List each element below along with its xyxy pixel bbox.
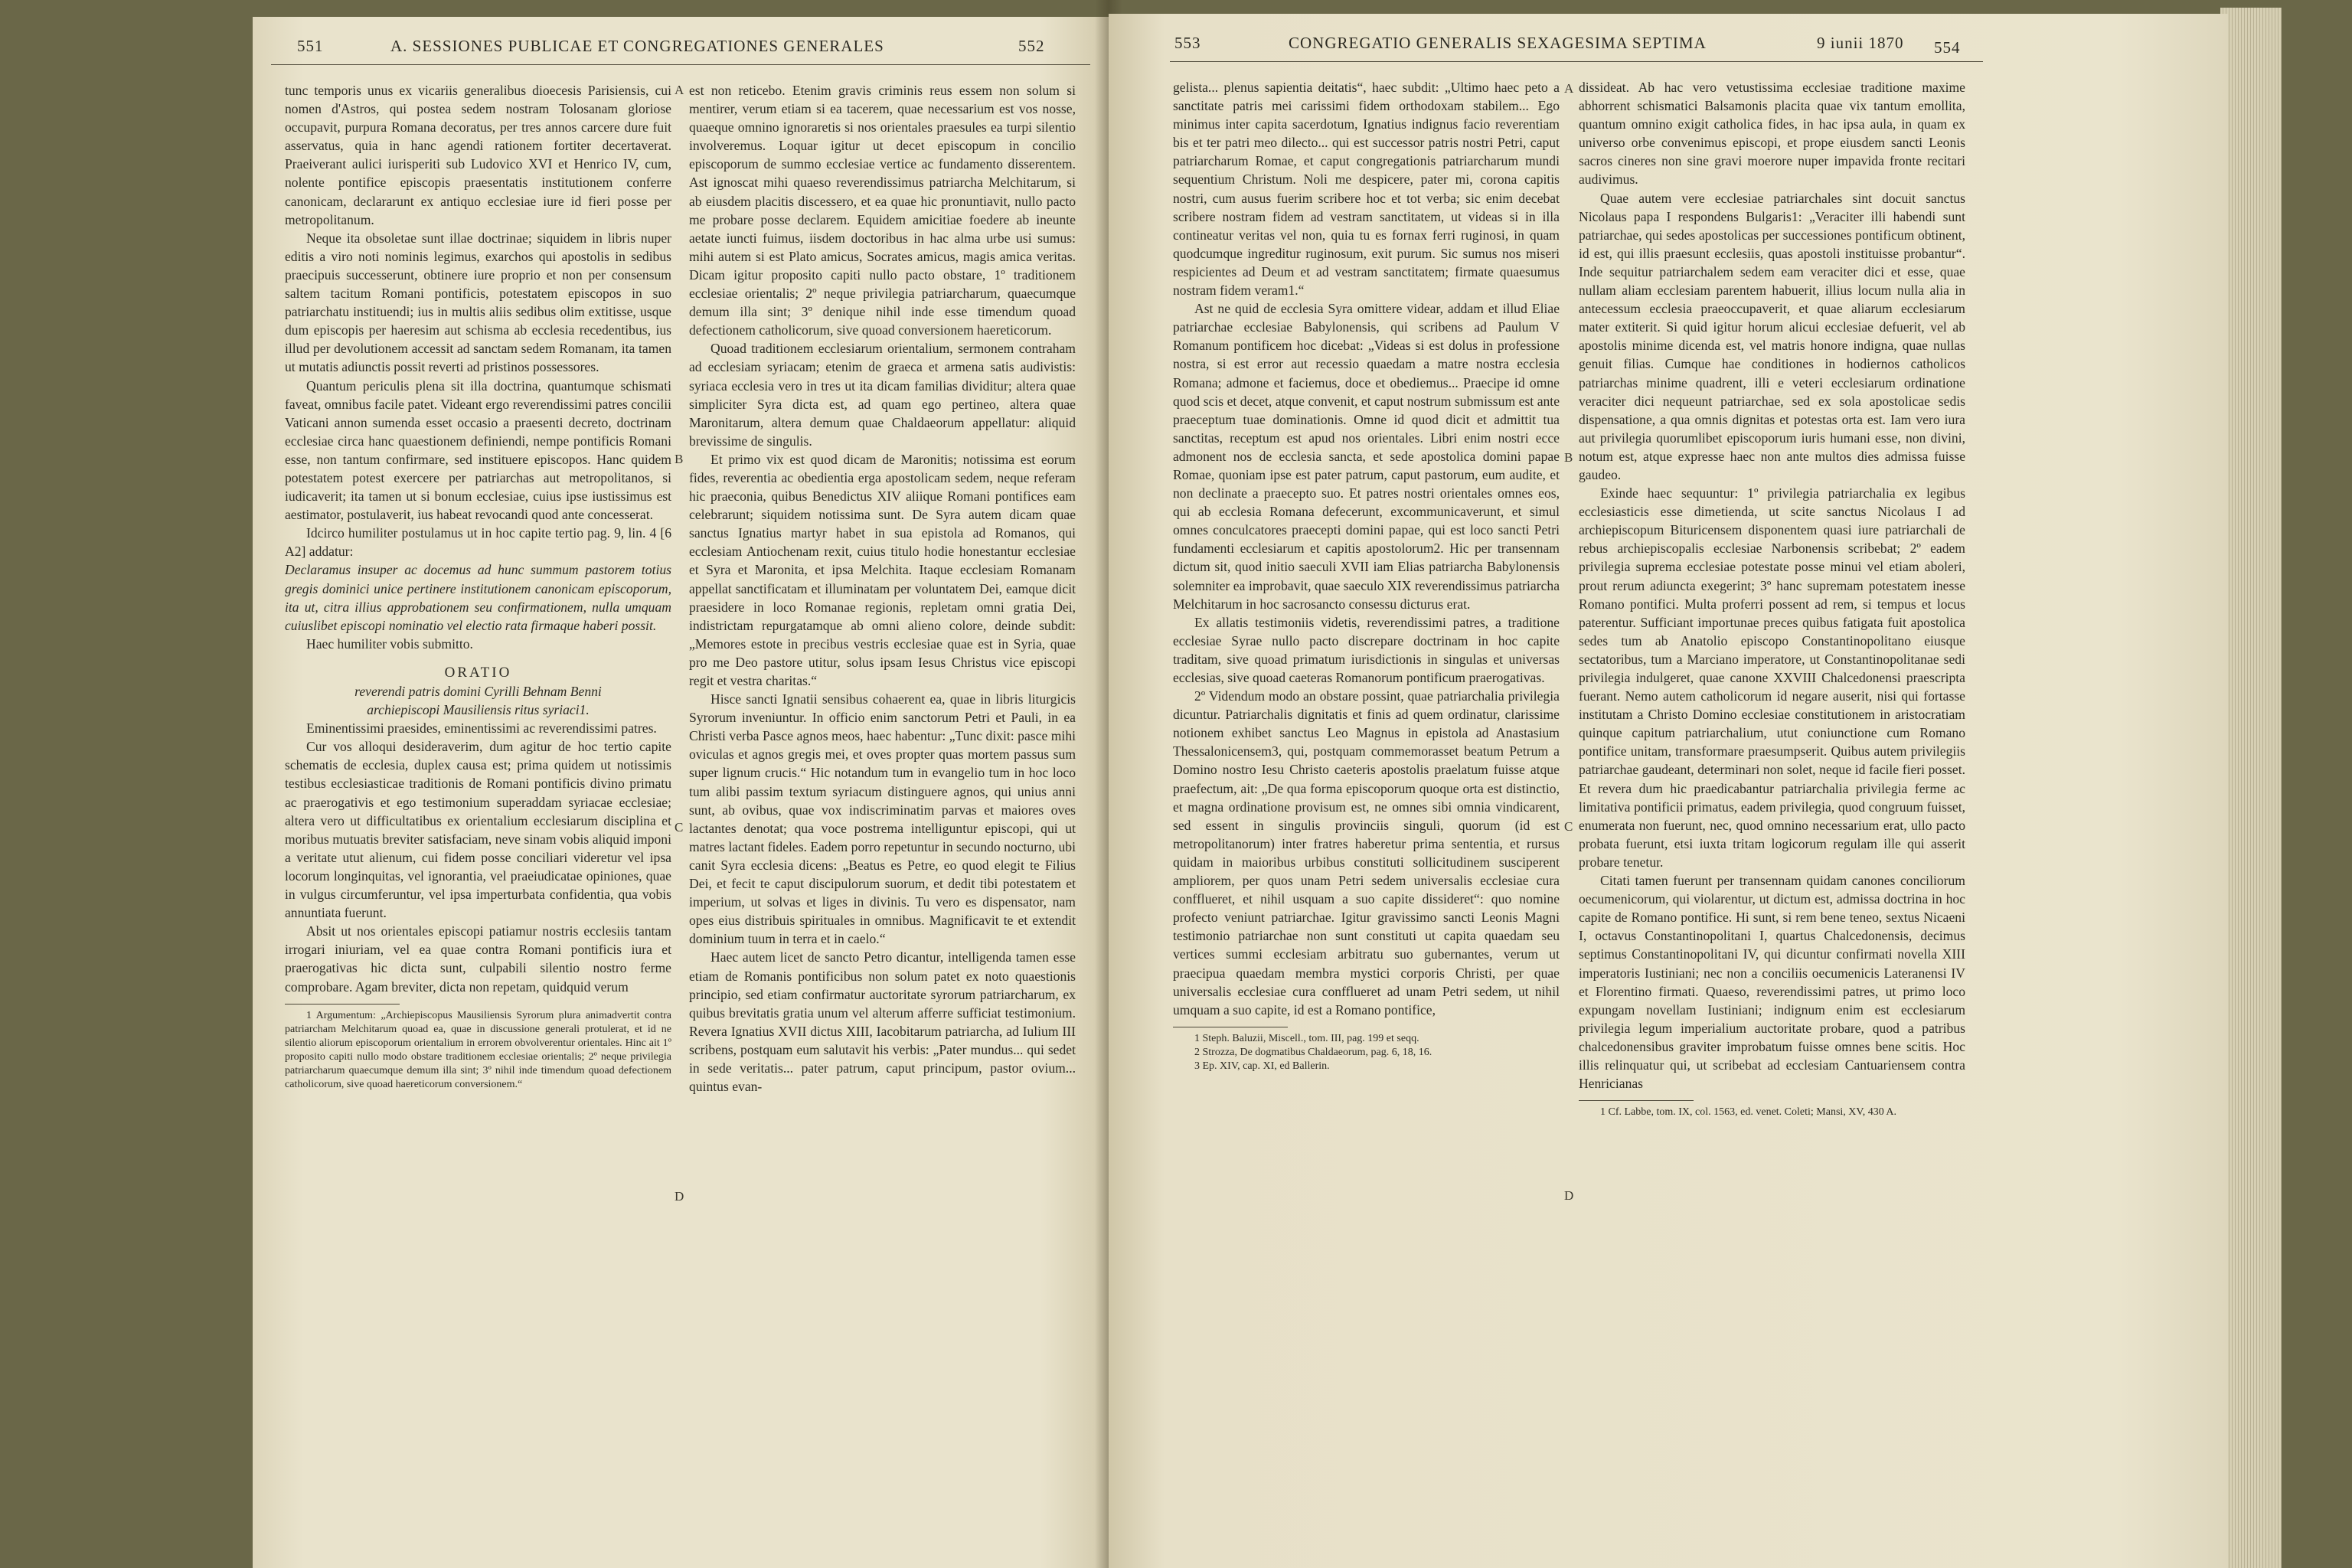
oratio-title: ORATIO [444, 664, 512, 681]
paragraph: Hisce sancti Ignatii sensibus cohaerent ea, quae in libris liturgicis Syrorum inveniuntur. In officio enim sanctorum Petri et Pauli, in ea Christi verba Pasce agnos meos, haec habentur: „Tunc dixit: pasce mihi oviculas et agnos gregis mei, et oves propter quas mortem passus sum super lignum crucis.“ Hic notandum tum in evangelio tum in hoc loco tum alibi passim textum syriacum distinguere agnos, qui unius anni sunt, ab ovibus, quae vox indiscriminatim parvas et maiores oves lactantes denotat; qua voce postrema intelliguntur episcopi, qui ut matres lactant fideles. Eadem porro repetuntur in secundo nocturno, ubi canit Syra ecclesia dicens: „Beatus es Petre, eo quod elegit te Filius Dei, et fecit te caput discipulorum suorum, et dedit tibi potestatem et imperium, ut solvas et liges in divinis. Tu vero es dispensator, nam opes eius distribuis spirituales in omnibus. Magnificavit te et extendit dominium tuum in terra et in caelo.“ [689, 691, 1076, 947]
paragraph: gelista... plenus sapientia deitatis“, haec subdit: „Ultimo haec peto a sanctitate patris mei carissimi fidem orthodoxam stabilem... Ego minimus inter capita sacerdotum, Ignatius indignus facio reverentiam bis et ter patri meo dilecto... qui est successor patris nostri Petri, caput patriarcharum Romae, et caput congregationis patriarcharum mundi sequentium Christum. Noli me despicere, pater mi, corona capitis nostri, cum ausus fuerim scribere hoc et tot verba; sic enim decebat scribere nostram fidem ad vestram sanctitatem, ut videas si in illa contineatur veritas vel non, quia tu es fornax ferri ruginosi, in quam quodcumque ingreditur ruginosum, exit purum. Sic sumus nos miseri respicientes ad Deum et ad vestram sanctitatem; firmate quaesumus nostram fidem veram1.“ [1173, 80, 1560, 299]
header-rule [1170, 61, 1983, 62]
margin-marker: C [1564, 819, 1573, 834]
oratio-subtitle: archiepiscopi Mausiliensis ritus syriaci1. [367, 702, 590, 718]
left-page [253, 17, 1109, 1568]
paragraph: 2º Videndum modo an obstare possint, quae patriarchalia privilegia dicuntur. Patriarchalis dignitatis et finis ad quem ordinatur, clarissime notionem exhibet sanctus Leo Magnus in epistola ad Anastasium Thessalonicensem3, qui, postquam commemorasset beatum Petrum a Domino nostro Iesu Christo caeteris apostolis praelatum fuisse atque praefectum, ait: „De qua forma episcoporum quoque orta est distinctio, et magna ordinatione provisum est, ne omnes sibi omnia vindicarent, sed essent in singulis provinciis singuli, quorum (id est metropolitanorum) inter fratres haberetur prima sententia, et rursus quidam in maioribus urbibus constituti sollicitudinem susciperent ampliorem, per quos unam Petri sedem universalis ecclesiae cura confflueret, et nihil usquam a suo capite dissideret“: quo nomine profecto veniunt patriarchae. Igitur gravissimo sancti Leonis Magni testimonio patriarchae non sunt constituti ut capita quaedam seu vertices summi ecclesiam arbitratu suo gubernantes, verum ut praecipua quaedam membra mystici corporis Christi, per quae universalis ecclesiae cura confflueret ad unam Petri sedem, ut nihil umquam a suo capite, id est a Romano pontifice, [1173, 688, 1560, 1018]
running-date: 9 iunii 1870 [1817, 34, 1904, 52]
page-number: 552 [1018, 37, 1045, 55]
running-title: CONGREGATIO GENERALIS SEXAGESIMA SEPTIMA [1289, 34, 1707, 52]
oratio-subtitle: reverendi patris domini Cyrilli Behnam Benni [354, 684, 602, 699]
footnote: 3 Ep. XIV, cap. XI, ed Ballerin. [1194, 1060, 1330, 1072]
page-number: 553 [1174, 34, 1201, 52]
right-page [1109, 14, 2228, 1568]
paragraph: Neque ita obsoletae sunt illae doctrinae; siquidem in libris nuper editis a viro noti nominis legimus, exarchos qui apostolis in sedibus praecipuis successerunt, obtinere iure proprio et non per consensum saltem tacitum Romani pontificis, potestatem episcopos in suo patriarchatu instituendi; ius in multis aliis sedibus olim extitisse, usque dum episcopis per haeresim aut schisma ab ecclesia recedentibus, ius illud per devolutionem accessit ad sanctam sedem Romanam, ita tamen ut mutatis adiunctis possit reverti ad pristinos possessores. [285, 230, 671, 375]
paragraph: Haec humiliter vobis submitto. [306, 635, 473, 652]
footnote-rule [1579, 1100, 1694, 1101]
margin-marker: B [675, 452, 684, 466]
left-page-column-1 [285, 81, 671, 1537]
right-page-column-1 [1173, 78, 1560, 1537]
running-title: A. SESSIONES PUBLICAE ET CONGREGATIONES GENERALES [390, 37, 884, 55]
right-page-header [1109, 34, 2228, 64]
paragraph: Absit ut nos orientales episcopi patiamur nostris ecclesiis tantam irrogari iniuriam, vel ea quae contra Romani pontificis iura et praerogativas hic dicta sunt, culpabili silentio nostro ferme comprobare. Agam breviter, dicta non repetam, quidquid verum [285, 923, 671, 995]
footnote: 1 Argumentum: „Archiepiscopus Mausiliensis Syrorum plura animadvertit contra patriarcham Melchitarum quoad ea, quae in discussione generali protulerat, et id ne silentio aliorum episcoporum orientalium in errorem obvolverentur orientales. Hinc ait 1º proposito capiti nullo modo obstare traditionem ecclesiae orientalis; 2º neque privilegia patriarcharum quaecumque demum illa sint; 3º nihil inde timendum quoad defectionem catholicorum, sive quoad haereticorum conversionem.“ [285, 1009, 671, 1090]
margin-marker: B [1564, 450, 1573, 465]
margin-marker: D [675, 1189, 684, 1204]
paragraph: Cur vos alloqui desideraverim, dum agitur de hoc tertio capite schematis de ecclesia, duplex causa est; prima quidem ut notissimis testibus ecclesiasticae traditionis de Romani pontificis divino primatu ac praerogativis et ego testimonium superaddam syriacae ecclesiae; altera vero ut difficultatibus ex orientalium ecclesiarum disciplina et moribus mutuatis breviter satisfaciam, neve sinam vobis aliquid imponi a veritate utut alienum, cui fidem posse conciliari videretur vel ipsa locorum longinquitas, vel ignorantia, vel praeiudicatae opiniones, quae in vulgus circumferuntur, vel ipsa imperturbata confidentia, qua vobis annuntiata fuerunt. [285, 739, 671, 921]
paragraph: tunc temporis unus ex vicariis generalibus dioecesis Parisiensis, cui nomen d'Astros, qui postea sedem nostram Tolosanam gloriose occupavit, purpura Romana decoratus, per tres annos carcere dure fuit asservatus, quia in hanc agendi rationem fortiter decertaverat. Praeiverant aulici iurisperiti sub Ludovico XVI et Henrico IV, cum, nolente pontifice episcopis praesentatis institutionem conferre canonicam, declararunt ex antiquo ecclesiae iure id fieri posse per metropolitanum. [285, 83, 671, 227]
paragraph: est non reticebo. Etenim gravis criminis reus essem non solum si mentirer, verum etiam si ea tacerem, quae necessarium est vos nosse, quaeque omnino ignoraretis si nos orientales praesules ea turpi silentio involveremus. Loquar igitur ut decet episcopum in concilio episcoporum de summo ecclesiae vertice ac fundamento disserentem. Ast ignoscat mihi quaeso reverendissimus patriarcha Melchitarum, si ab eiusdem placitis discessero, et ea quae hic pronuntiavit, nullo pacto me probare posse declarem. Equidem amicitiae foedere ab ineunte aetate iuncti fuimus, iisdem doctoribus in hac alma urbe usi sumus: mihi autem si est Plato amicus, Socrates amicus, magis amica veritas. Dicam igitur proposito capiti nullo pacto obstare, 1º traditionem ecclesiae orientalis; 2º neque privilegia patriarcharum, quaecumque demum illa sint; 3º denique nihil inde esse timendum quoad defectionem catholicorum, sive quoad conversionem haereticorum. [689, 83, 1076, 338]
margin-marker: D [1564, 1188, 1574, 1203]
footnote: 1 Steph. Baluzii, Miscell., tom. III, pag. 199 et seqq. [1194, 1032, 1419, 1044]
paragraph: Exinde haec sequuntur: 1º privilegia patriarchalia ex legibus ecclesiasticis esse dimetienda, ut scite sanctus Nicolaus I ad archiepiscopum Bituricensem disponentem quasi iure patriarchali de rebus archiepiscopalis ecclesiae Narbonensis scribebat; 2º eadem privilegia suprema ecclesiae potestate posse minui vel etiam aboleri, prout rerum adiuncta exegerint; 3º hanc supremam potestatem inesse Romano pontifici. Multa proferri possent ad rem, si tempus et locus paterentur. Sufficiant importunae preces quibus fatigata fuit apostolica sedes tum ab Anatolio episcopo Constantinopolitano eiusque sectatoribus, tum a Marciano imperatore, ut Constantinopolitanae sedi privilegia indulgeret, quae canone XXVIII Chalcedonensi praescripta fuerant. Nemo autem catholicorum id negare auserit, nisi qui fortasse institutam a Christo Domino ecclesiae constitutionem in aristocratiam quinque capitum patriarchalium, utut coniunctione cum Romano pontifice unitam, transformare praesumpserit. Quibus autem privilegiis patriarchae gaudeant, determinari non solet, neque id facile fieri posset. Et revera dum hic praedicabantur patriarchalia privilegia ferme ac limitativa pontificii primatus, eadem privilegia, quod congruum fuisset, enumerata non fuerunt, nec, quod omnino necessarium erat, ullo pacto probata fuerunt, etsi iuxta tritam logicorum regulam ille qui asserit probare tenetur. [1579, 485, 1965, 870]
margin-marker: A [675, 83, 684, 97]
paragraph: Eminentissimi praesides, eminentissimi ac reverendissimi patres. [306, 720, 657, 737]
paragraph: Idcirco humiliter postulamus ut in hoc capite tertio pag. 9, lin. 4 [6 A2] addatur: [285, 525, 671, 560]
header-rule [271, 64, 1090, 65]
paragraph: Et primo vix est quod dicam de Maronitis; notissima est eorum fides, reverentia ac obedientia erga apostolicam sedem, neque referam hic praeconia, quibus Benedictus XIV aliique Romani pontifices eam celebrarunt; siquidem notissima sunt. De Syra autem dicam quae sanctus Ignatius martyr habet in sua epistola ad Romanos, qui ecclesiam Antiochenam rexit, cuius titulo hodie honestantur ecclesiae et Syra et Maronita, et ipsa Melchita. Itaque ecclesiam Romanam appellat sanctificatam et illuminatam per voluntatem Dei, eamque dicit praesidere in loco Romanae regionis, repletam omni gratia Dei, indistrictam repurgatamque ab omni alieno colore, deinde subdit: „Memores estote in precibus vestris ecclesiae quae est in Syria, quae pro me Deo pastore utitur, solus ipsam Iesus Christus vice episcopi regit et vestra charitas.“ [689, 451, 1076, 688]
paragraph: Ast ne quid de ecclesia Syra omittere videar, addam et illud Eliae patriarchae ecclesiae Babylonensis, qui scribens ad Paulum V Romanum pontificem hoc dicebat: „Videas si est dolus in professione nostra, si est error aut recessio quaedam a matre nostra ecclesia Romana; admone et faciemus, doce et obediemus... Praecipe id omne quod scis et decet, atque convenit, et caput nostrum submissum est ante praeceptum tuae dominationis. Omne id quod dicit et admittit tua sanctitas, receptum est apud nos orientales. Libri enim nostri ecce admonent nos de ecclesia sancta, et sede apostolica domini papae Romae, quoniam ipse est pater patrum, caput pastorum, eum audite, et non declinate a praecepto suo. Et patres nostri orientales omnes eos, qui ab ecclesia Romana defecerunt, excommunicaverunt, et simul omnes conculcatores praecepti domini papae, qui est loco sancti Petri fundamenti ecclesiarum et capitis apostolorum2. Hic per transennam dictum sit, quod initio saeculi XVII iam Elias patriarcha Babylonensis solemniter ea improbavit, quae saeculo XIX reverendissimus patriarcha Melchitarum in hoc sacrosancto consessu dicturus erat. [1173, 301, 1560, 612]
margin-marker: A [1564, 81, 1574, 96]
left-page-column-2 [689, 81, 1076, 1537]
paragraph: Citati tamen fuerunt per transennam quidam canones conciliorum oecumenicorum, qui violarentur, ut dictum est, admissa doctrina in hoc capite de Romano pontifice. Hi sunt, si rem bene teneo, sextus Nicaeni I, octavus Constantinopolitani I, quartus Chalcedonensis, decimus septimus Constantinopolitani IV, qui dicuntur confirmati novella XIII imperatoris Iustiniani; nec non a conciliis oecumenicis Lateranensi IV et Florentino firmati. Quaeso, reverendissimi patres, ut primo loco expungam novellam Iustiniani; indignum enim est ecclesiarum privilegia legum imperialium auctoritate probare, quod a patribus chalcedonensibus graviter improbatum fuisse omnes bene scitis. Hoc illis relinquatur qui, ut scribebat ad ecclesiam Cantuariensem contra Henricianas [1579, 873, 1965, 1092]
page-number: 551 [297, 37, 324, 55]
footnote: 1 Cf. Labbe, tom. IX, col. 1563, ed. venet. Coleti; Mansi, XV, 430 A. [1600, 1106, 1897, 1119]
left-page-header [253, 37, 1109, 67]
paragraph: Quantum periculis plena sit illa doctrina, quantumque schismati faveat, omnibus facile patet. Videant ergo reverendissimi patres concilii Vaticani annon sumenda esset occasio a praesenti decreto, doctrinam ecclesiae circa hanc quaestionem definiendi, nempe pontificis Romani esse, non tantum confirmare, sed instituere episcopos. Hanc quidem potestatem potest exercere per patriarchas aut metropolitanos, si iudicaverit; ita tamen ut si bonum ecclesiae, cuius ipse iustissimus est aestimator, postulaverit, ius habeat revocandi quod ante concesserat. [285, 377, 671, 523]
footnote: 2 Strozza, De dogmatibus Chaldaeorum, pag. 6, 18, 16. [1194, 1046, 1432, 1058]
paragraph: Haec autem licet de sancto Petro dicantur, intelligenda tamen esse etiam de Romanis pontificibus non solum patet ex noto quaestionis principio, sed etiam confirmatur auctoritate syrorum patriarcharum, ex quibus brevitatis gratia unum vel alterum afferre sufficiat testimonium. Revera Ignatius XVII dictus XIII, Iacobitarum patriarcha, ad Iulium III scribens, postquam eum salutavit his verbis: „Pater mundus... qui sedet in sede veritatis... pater patrum, caput principum, pastor ovium... quintus evan- [689, 949, 1076, 1095]
paragraph: Ex allatis testimoniis videtis, reverendissimi patres, a traditione ecclesiae Syrae nullo pacto discrepare doctrinam in hoc capite traditam, sive quoad primatum iurisdictionis in singulas et universas ecclesias, sive quoad caeteras Romanorum pontificum praerogativas. [1173, 614, 1560, 685]
page-edge-right [2220, 8, 2282, 1568]
proposed-addition: Declaramus insuper ac docemus ad hunc summum pastorem totius gregis dominici unice pertinere institutionem canonicam episcoporum, ita ut, citra illius approbationem seu confirmationem, nulla umquam cuiuslibet episcopi nominatio vel electio rata firmaque haberi possit. [285, 562, 671, 633]
margin-marker: C [675, 820, 684, 835]
page-number: 554 [1934, 38, 1961, 57]
paragraph: dissideat. Ab hac vero vetustissima ecclesiae traditione maxime abhorrent schismatici Balsamonis placita quae vix tantum emollita, quantum omnino exigit catholica fides, in hac ipsa aula, in quam ex universo orbe convenimus episcopi, et prope eiusdem sancti Leonis sacros cineres non sine gravi moerore nuper impavida fronte recitari audivimus. [1579, 80, 1965, 188]
paragraph: Quae autem vere ecclesiae patriarchales sint docuit sanctus Nicolaus papa I respondens Bulgaris1: „Veraciter illi habendi sunt patriarchae, qui sedes apostolicas per successiones pontificum obtinent, id est, qui illis praesunt ecclesiis, quas apostoli instituisse probantur“. Inde sequitur patriarchalem sedem eam veraciter dici et esse, quae nullam aliam ecclesiam parentem habuerit, illius locum nulla alia in antecessum ecclesia praeoccupaverit, et quae aliarum ecclesiarum mater extiterit. Si quid igitur horum alicui ecclesiae defuerit, vel ab apostolis minime dicenda est, vel matris honore indigna, quae nullas genuit filias. Cumque hae conditiones in hodiernos catholicos patriarchas minime quadrent, illi e veteri ecclesiarum ordinatione veraciter dici nequeunt patriarchae, sed ex sola apostolicae sedis dispensatione, a qua omnis dignitas et potestas orta est. Iam vero iura aut privilegia quorumlibet episcoporum iuris humani esse, non divini, notum est, atque expresse haec non ante multos dies admissa fuisse gaudeo. [1579, 190, 1965, 482]
right-page-column-2 [1579, 78, 1965, 1537]
paragraph: Quoad traditionem ecclesiarum orientalium, sermonem contraham ad ecclesiam syriacam; etenim de graeca et armena satis audivistis: syriaca ecclesia vero in tres ut ita dicam familias dividitur; altera quae simpliciter Syra dicta est, ad quam ego pertineo, altera quae Maronitarum, altera demum quae Chaldaeorum appellatur: aliquid brevissime de singulis. [689, 341, 1076, 449]
